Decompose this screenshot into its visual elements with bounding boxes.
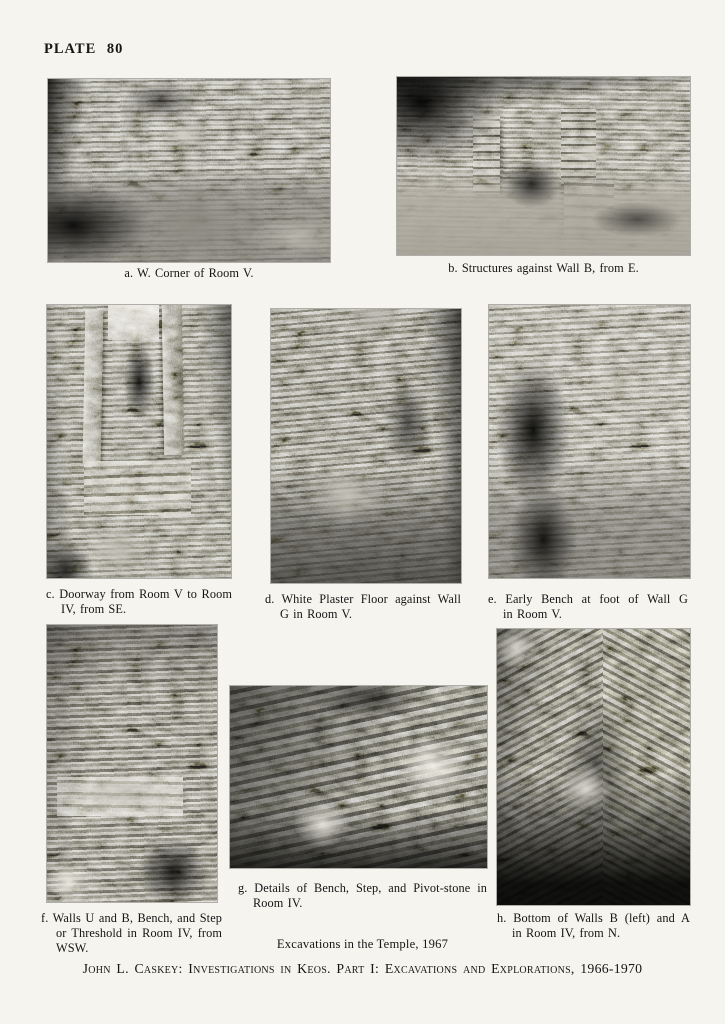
- caption-line: IV, from SE.: [61, 602, 127, 616]
- figure-e-photo: [489, 305, 690, 578]
- caption-line: h. Bottom of Walls B (left) and A: [497, 911, 690, 925]
- film-grain-overlay: [271, 309, 461, 583]
- film-grain-overlay: [48, 79, 330, 262]
- figure-e-caption: [488, 592, 688, 622]
- caption-line: or Threshold in Room IV, from: [56, 926, 222, 940]
- figure-g-photo: [230, 686, 487, 868]
- caption-line: g. Details of Bench, Step, and Pivot-stone in: [238, 881, 487, 895]
- figure-a-photo: [48, 79, 330, 262]
- figure-g-caption: [238, 881, 487, 911]
- film-grain-overlay: [47, 305, 231, 578]
- caption-line: a. W. Corner of Room V.: [124, 266, 254, 280]
- caption-line: in Room IV, from N.: [512, 926, 621, 940]
- photo-shading-overlay: [397, 77, 690, 255]
- plate-series-caption: Excavations in the Temple, 1967: [276, 937, 449, 951]
- figure-a-caption: [48, 266, 330, 281]
- doorway-jamb-feature: [162, 305, 185, 455]
- figure-b-photo: [397, 77, 690, 255]
- photo-shading-overlay: [48, 79, 330, 262]
- figure-b-caption: [397, 261, 690, 276]
- film-grain-overlay: [47, 625, 217, 902]
- caption-line: c. Doorway from Room V to Room: [46, 587, 232, 601]
- caption-line: in Room V.: [503, 607, 562, 621]
- caption-line: b. Structures against Wall B, from E.: [448, 261, 639, 275]
- caption-line: WSW.: [56, 941, 89, 955]
- film-grain-overlay: [47, 625, 217, 902]
- stone-pillar-feature: [561, 109, 596, 194]
- stone-bench-feature: [57, 777, 183, 816]
- stone-block-feature: [564, 180, 614, 233]
- caption-line: e. Early Bench at foot of Wall G: [488, 592, 688, 606]
- figure-h-photo: [497, 629, 690, 905]
- caption-line: d. White Plaster Floor against Wall: [265, 592, 461, 606]
- caption-line: Room IV.: [253, 896, 303, 910]
- figure-c-caption: [46, 587, 232, 617]
- film-grain-overlay: [397, 77, 690, 255]
- stone-pillar-feature: [473, 116, 499, 194]
- film-grain-overlay: [489, 305, 690, 578]
- figure-d-photo: [271, 309, 461, 583]
- figure-c-photo: [47, 305, 231, 578]
- film-grain-overlay: [497, 629, 690, 905]
- photo-shading-overlay: [497, 629, 690, 905]
- film-grain-overlay: [230, 686, 487, 868]
- caption-line: f. Walls U and B, Bench, and Step: [41, 911, 222, 925]
- figure-f-photo: [47, 625, 217, 902]
- page-footer-citation: John L. Caskey: Investigations in Keos. Part I: Excavations and Explorations, 1966-1970: [82, 961, 643, 976]
- stone-steps-feature: [84, 461, 191, 516]
- doorway-jamb-feature: [82, 310, 103, 463]
- film-grain-overlay: [497, 629, 690, 905]
- photo-shading-overlay: [489, 305, 690, 578]
- film-grain-overlay: [489, 305, 690, 578]
- photo-shading-overlay: [47, 625, 217, 902]
- caption-line: G in Room V.: [280, 607, 353, 621]
- figure-d-caption: [265, 592, 461, 622]
- sky-patch-feature: [108, 305, 160, 340]
- film-grain-overlay: [271, 309, 461, 583]
- photo-shading-overlay: [230, 686, 487, 868]
- film-grain-overlay: [397, 77, 690, 255]
- film-grain-overlay: [48, 79, 330, 262]
- photo-shading-overlay: [47, 305, 231, 578]
- photo-shading-overlay: [271, 309, 461, 583]
- plate-number-label: PLATE 80: [44, 41, 124, 57]
- film-grain-overlay: [230, 686, 487, 868]
- film-grain-overlay: [47, 305, 231, 578]
